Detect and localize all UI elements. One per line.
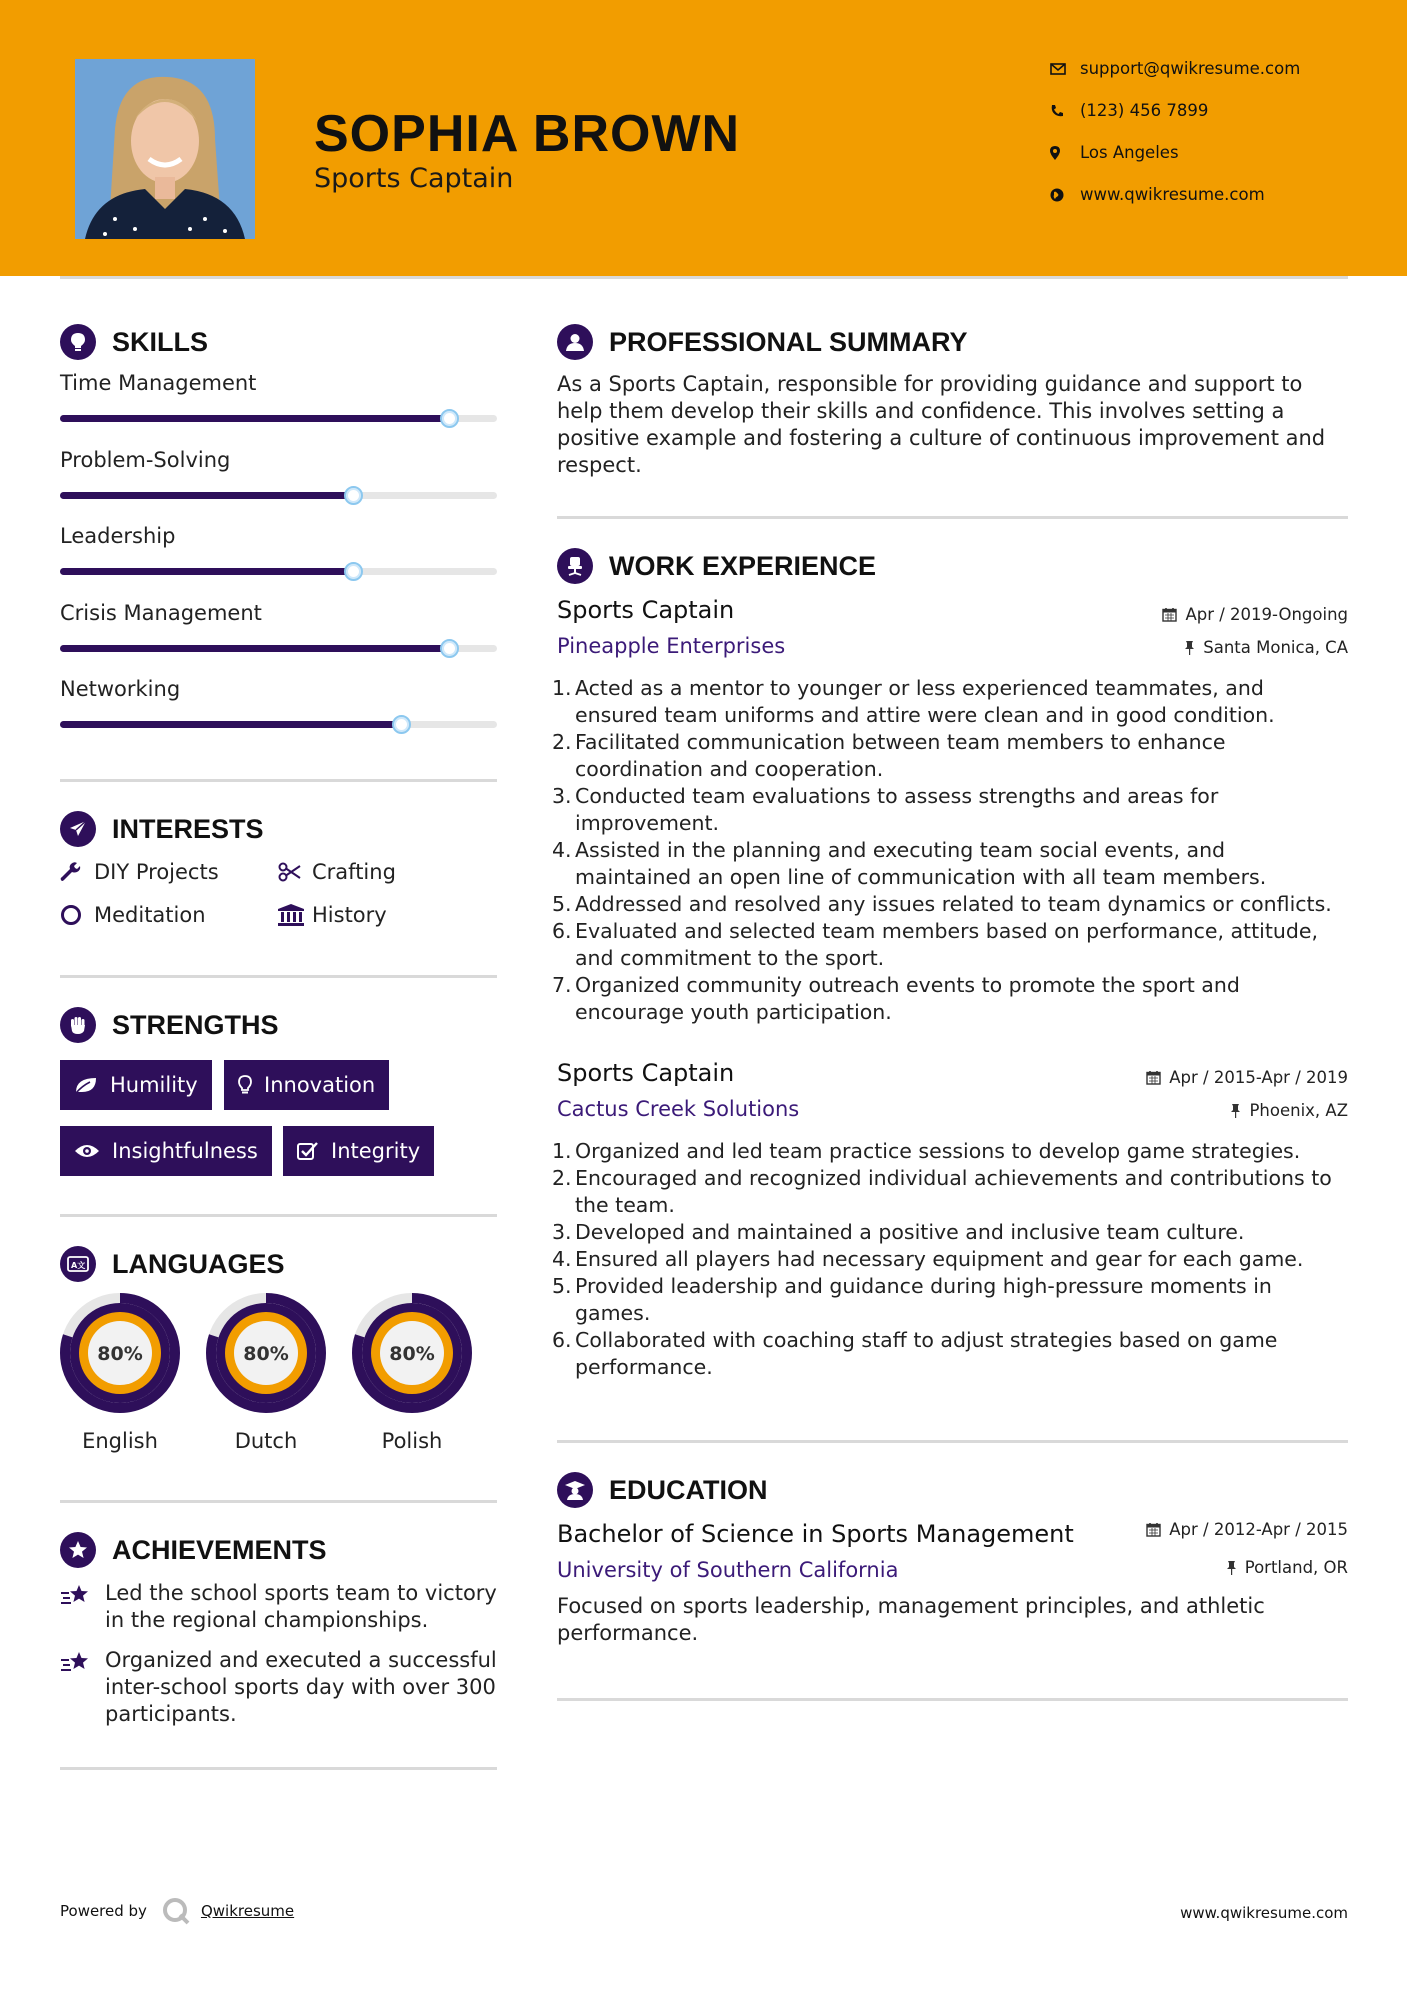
language-percent: 80% (243, 1343, 289, 1365)
candidate-role: Sports Captain (314, 163, 514, 194)
job-date: Apr / 2019-Ongoing (1162, 605, 1348, 624)
user-icon (557, 324, 593, 360)
achievements-heading: ACHIEVEMENTS (60, 1532, 327, 1568)
circle-icon (60, 904, 94, 926)
job-location: Santa Monica, CA (1184, 638, 1348, 657)
job-location: Phoenix, AZ (1230, 1101, 1348, 1120)
skill-label: Problem-Solving (60, 447, 231, 472)
skill-bar (60, 645, 497, 652)
paper-plane-icon (60, 811, 96, 847)
graduate-icon (557, 1472, 593, 1508)
skill-bar (60, 721, 497, 728)
divider (60, 1500, 497, 1503)
skill-bar-fill (60, 568, 353, 575)
calendar-icon (1146, 1522, 1161, 1537)
wrench-icon (60, 861, 94, 883)
skill-bar (60, 415, 497, 422)
education-location: Portland, OR (1226, 1558, 1348, 1577)
fist-icon (60, 1007, 96, 1043)
phone-icon (1050, 104, 1080, 118)
profile-photo (75, 59, 255, 239)
skill-bar (60, 568, 497, 575)
education-date: Apr / 2012-Apr / 2015 (1146, 1520, 1348, 1539)
language-icon (60, 1246, 96, 1282)
language-ring (351, 1292, 473, 1418)
language-label: English (82, 1429, 158, 1453)
responsibility-item: 6. Collaborated with coaching staff to adjust strategies based on game performance. (552, 1328, 1278, 1379)
job-title: Sports Captain (557, 1059, 735, 1087)
contact-email[interactable]: support@qwikresume.com (1050, 59, 1300, 78)
calendar-icon (1146, 1070, 1161, 1085)
responsibility-item: 1. Organized and led team practice sessions to develop game strategies. (552, 1139, 1301, 1163)
skill-bar-knob (392, 715, 411, 734)
job-responsibilities (552, 1138, 1347, 1381)
responsibility-item: 6. Evaluated and selected team members based on performance, attitude, and commitment to the sport. (552, 919, 1318, 970)
skill-bar (60, 492, 497, 499)
pushpin-icon (1230, 1103, 1241, 1118)
strength-chip-innovation: Innovation (224, 1060, 389, 1110)
summary-text: As a Sports Captain, responsible for providing guidance and support to help them develop their skills and confidence. This involves setting a positive example and fostering a culture of continuous improvement and respect. (557, 372, 1326, 477)
divider (557, 1440, 1348, 1443)
language-ring (59, 1292, 181, 1418)
candidate-name: SOPHIA BROWN (314, 105, 741, 163)
checkbox-icon (297, 1141, 319, 1161)
interest-item: Crafting (278, 860, 396, 884)
skill-bar-knob (440, 409, 459, 428)
job-title: Sports Captain (557, 596, 735, 624)
skill-label: Crisis Management (60, 600, 262, 625)
calendar-icon (1162, 607, 1177, 622)
skill-bar-fill (60, 415, 449, 422)
svg-text:A文: A文 (71, 1261, 86, 1270)
skill-bar-knob (440, 639, 459, 658)
strength-chip-integrity: Integrity (283, 1126, 434, 1176)
company-name: Pineapple Enterprises (557, 634, 786, 658)
responsibility-item: 4. Ensured all players had necessary equipment and gear for each game. (552, 1247, 1304, 1271)
contact-location: Los Angeles (1050, 143, 1179, 162)
strength-chip-humility: Humility (60, 1060, 212, 1110)
lightbulb-icon (238, 1075, 252, 1095)
office-chair-icon (557, 548, 593, 584)
experience-heading: WORK EXPERIENCE (557, 548, 876, 584)
company-name: Cactus Creek Solutions (557, 1097, 800, 1121)
responsibility-item: 4. Assisted in the planning and executing team social events, and maintained an open line of communication with all team members. (552, 838, 1267, 889)
strengths-heading: STRENGTHS (60, 1007, 279, 1043)
skill-bar-fill (60, 721, 401, 728)
skill-bar-fill (60, 645, 449, 652)
strength-chip-insightfulness: Insightfulness (60, 1126, 272, 1176)
divider (60, 1214, 497, 1217)
language-label: Polish (381, 1429, 443, 1453)
skill-label: Leadership (60, 524, 176, 548)
shooting-star-icon (60, 1647, 105, 1728)
museum-icon (278, 904, 312, 926)
contact-website[interactable]: www.qwikresume.com (1050, 185, 1265, 204)
responsibility-item: 5. Provided leadership and guidance during high-pressure moments in games. (552, 1274, 1272, 1325)
achievement-item: Led the school sports team to victory in the regional championships. (60, 1580, 500, 1634)
skill-bar-knob (344, 486, 363, 505)
eye-icon (74, 1143, 100, 1159)
divider (60, 1767, 497, 1770)
shooting-star-icon (60, 1580, 105, 1634)
job-date: Apr / 2015-Apr / 2019 (1146, 1068, 1348, 1087)
divider (557, 516, 1348, 519)
qwikresume-logo-icon (161, 1896, 191, 1926)
interest-item: History (278, 903, 387, 927)
contact-phone[interactable]: (123) 456 7899 (1050, 101, 1208, 120)
skill-label: Time Management (60, 371, 257, 395)
language-percent: 80% (97, 1343, 143, 1365)
lightbulb-icon (60, 324, 96, 360)
footer-url[interactable]: www.qwikresume.com (1180, 1904, 1348, 1922)
responsibility-item: 1. Acted as a mentor to younger or less experienced teammates, and ensured team uniforms and attire were clean and in good condition. (552, 676, 1275, 727)
divider (60, 779, 497, 782)
school-name: University of Southern California (557, 1558, 899, 1582)
pushpin-icon (1184, 640, 1195, 655)
responsibility-item: 3. Developed and maintained a positive and inclusive team culture. (552, 1220, 1245, 1244)
summary-heading: PROFESSIONAL SUMMARY (557, 324, 968, 360)
resume-header (0, 0, 1407, 276)
header-divider (60, 276, 1348, 279)
skill-label: Networking (60, 677, 181, 701)
responsibility-item: 2. Facilitated communication between team members to enhance coordination and cooperation. (552, 730, 1226, 781)
education-description: Focused on sports leadership, management principles, and athletic performance. (557, 1594, 1265, 1645)
language-label: Dutch (234, 1429, 298, 1453)
interest-item: DIY Projects (60, 860, 219, 884)
map-marker-icon (1050, 146, 1080, 160)
responsibility-item: 2. Encouraged and recognized individual achievements and contributions to the team. (552, 1166, 1332, 1217)
footer-powered-by: Powered by Qwikresume (60, 1896, 294, 1926)
language-ring (205, 1292, 327, 1418)
language-percent: 80% (389, 1343, 435, 1365)
globe-icon (1050, 188, 1080, 202)
pushpin-icon (1226, 1560, 1237, 1575)
interests-heading: INTERESTS (60, 811, 264, 847)
skill-bar-knob (344, 562, 363, 581)
languages-heading: A文 LANGUAGES (60, 1246, 285, 1282)
responsibility-item: 3. Conducted team evaluations to assess strengths and areas for improvement. (552, 784, 1219, 835)
education-heading: EDUCATION (557, 1472, 768, 1508)
skill-bar-fill (60, 492, 353, 499)
job-responsibilities (552, 675, 1347, 1026)
divider (60, 975, 497, 978)
degree-title: Bachelor of Science in Sports Management (557, 1520, 1074, 1548)
achievement-item: Organized and executed a successful inter-school sports day with over 300 participants. (60, 1647, 500, 1728)
qwikresume-link[interactable]: Qwikresume (200, 1902, 295, 1920)
interest-item: Meditation (60, 903, 206, 927)
responsibility-item: 5. Addressed and resolved any issues related to team dynamics or conflicts. (552, 892, 1332, 916)
envelope-icon (1050, 63, 1080, 75)
skills-heading: SKILLS (60, 324, 208, 360)
leaf-icon (74, 1076, 98, 1094)
scissors-icon (278, 862, 312, 882)
star-badge-icon (60, 1532, 96, 1568)
divider (557, 1698, 1348, 1701)
responsibility-item: 7. Organized community outreach events to promote the sport and encourage youth participation. (552, 973, 1240, 1024)
